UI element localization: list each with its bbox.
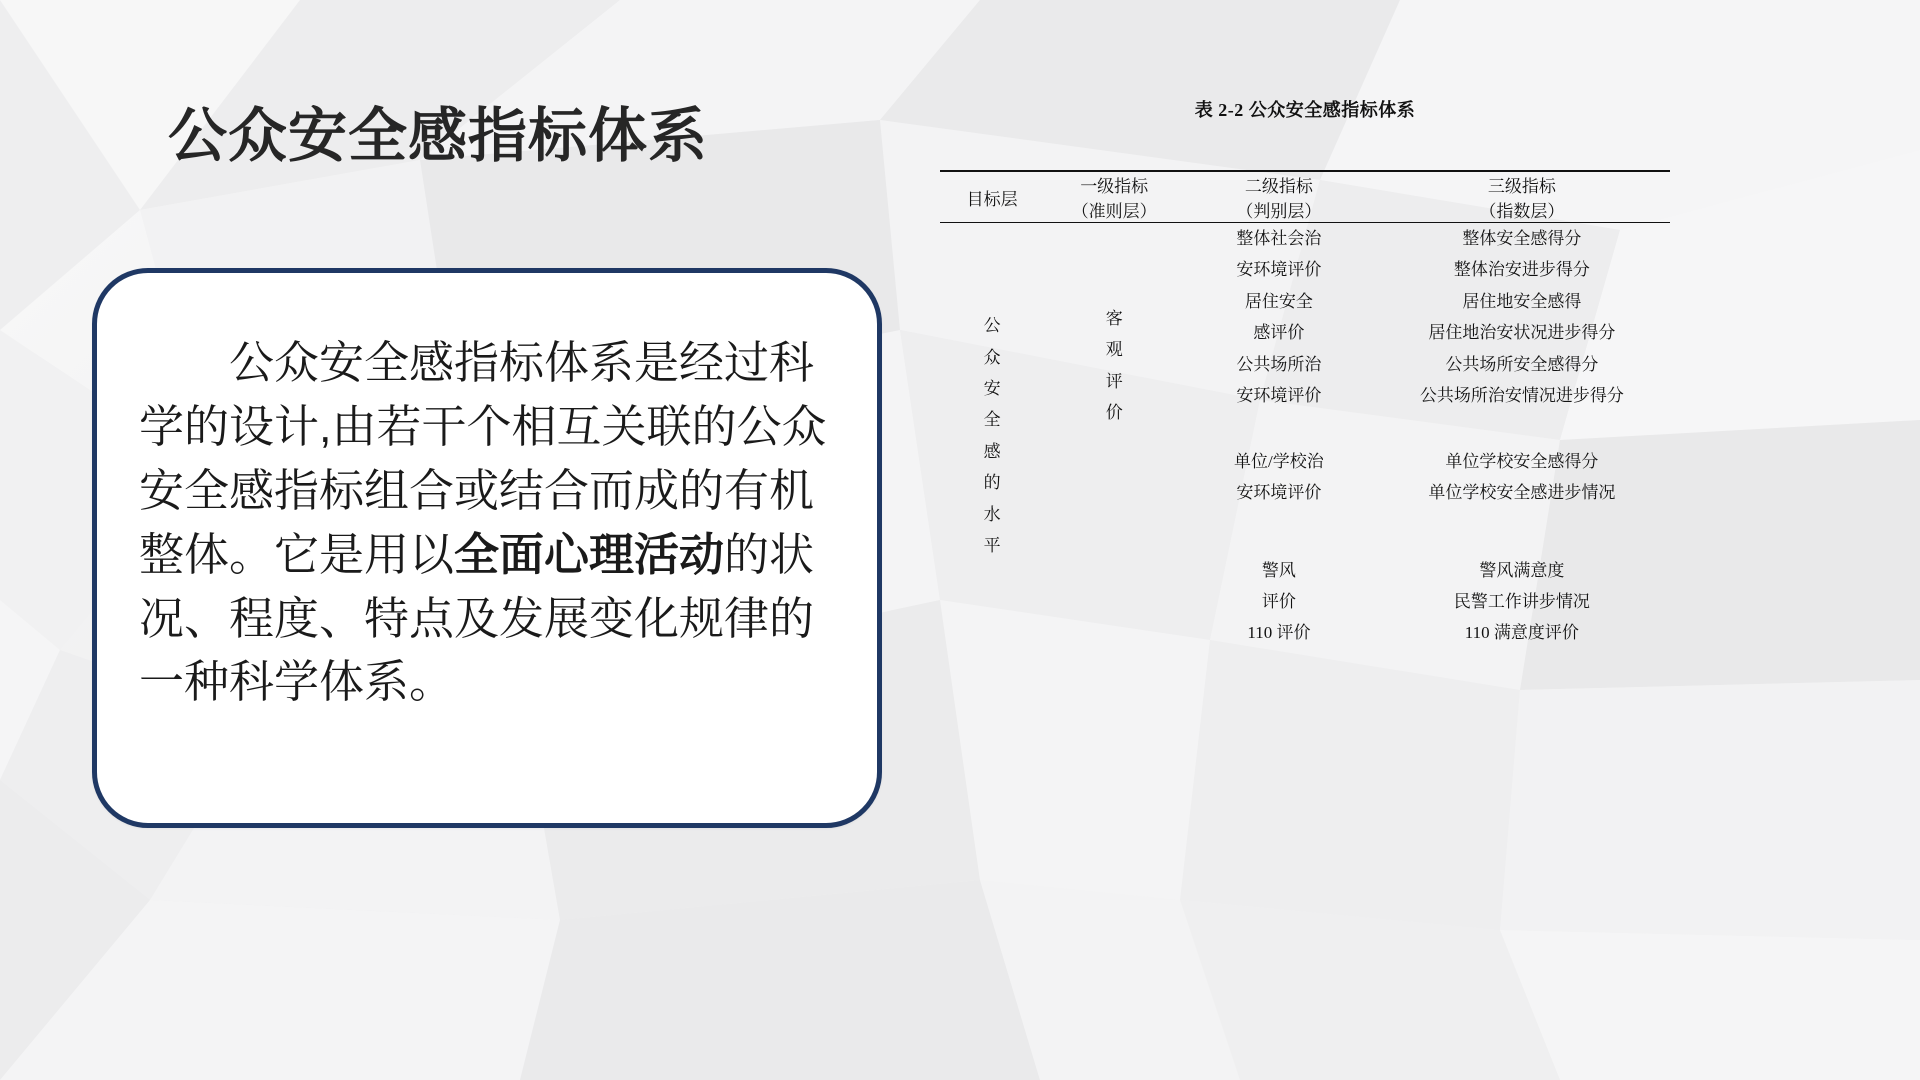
- spacer-cell: [1044, 509, 1184, 555]
- goal-char: 公: [983, 316, 1001, 336]
- level2-item: 公共场所治: [1236, 354, 1322, 374]
- level2-item: 评价: [1261, 591, 1296, 611]
- indicator-table: [940, 172, 1670, 222]
- level2-item: 居住安全: [1244, 291, 1313, 311]
- goal-label-vertical: [940, 223, 1044, 649]
- level3-item: 居住地安全感得: [1462, 291, 1582, 311]
- level1-char: 价: [1105, 403, 1123, 423]
- level3-item: 公共场所治安情况进步得分: [1419, 386, 1624, 406]
- level3-item: 警风满意度: [1479, 560, 1565, 580]
- group3-level3-cell: [1374, 555, 1670, 649]
- indicator-table-wrapper: [940, 96, 1670, 649]
- level2-item: 警风: [1261, 560, 1296, 580]
- goal-char: 的: [983, 473, 1001, 493]
- level2-item: 安环境评价: [1236, 260, 1322, 280]
- header-level2-top: 二级指标: [1244, 177, 1313, 196]
- indicator-table-body: [940, 223, 1670, 649]
- goal-char: 水: [983, 504, 1001, 524]
- level1-label-vertical: [1044, 223, 1184, 509]
- callout-text-part1: 公众安全感指标体系是经过科学的设计,由若干个相互关联的公众安全感指标组合或结合而成的有机整体。它是用以: [139, 337, 827, 580]
- spacer-cell: [1374, 509, 1670, 555]
- table-row: [940, 555, 1670, 649]
- header-goal-layer: 目标层: [966, 189, 1018, 209]
- header-level1-bottom: （准则层）: [1071, 202, 1157, 221]
- level3-item: 110 满意度评价: [1464, 623, 1579, 643]
- level3-item: 民警工作讲步情况: [1453, 591, 1590, 611]
- level2-item: 单位/学校治: [1234, 451, 1324, 471]
- table-spacer-row: [940, 509, 1670, 555]
- header-level2-bottom: （判别层）: [1236, 202, 1322, 221]
- group1-level2-cell: [1184, 223, 1374, 412]
- level3-item: 整体治安进步得分: [1453, 260, 1590, 280]
- level2-item: 整体社会治: [1236, 229, 1322, 248]
- header-level1-top: 一级指标: [1080, 177, 1149, 196]
- goal-char: 平: [983, 536, 1001, 556]
- callout-text-bold: 全面心理活动: [454, 528, 725, 580]
- spacer-cell: [1044, 555, 1184, 649]
- group2-level2-cell: [1184, 446, 1374, 509]
- spacer-cell: [1374, 412, 1670, 446]
- callout-text-part2: 的状况、程度、特点及发展变化规律的一种科学体系。: [139, 528, 815, 708]
- goal-char: 感: [983, 441, 1001, 461]
- goal-char: 全: [983, 410, 1001, 430]
- level2-item: 安环境评价: [1236, 386, 1322, 406]
- level3-item: 单位学校安全感得分: [1445, 451, 1599, 471]
- level1-char: 客: [1105, 308, 1123, 328]
- level2-item: 感评价: [1253, 323, 1305, 343]
- level1-char: 评: [1105, 371, 1123, 391]
- level3-item: 居住地治安状况进步得分: [1428, 323, 1616, 343]
- spacer-cell: [1184, 412, 1374, 446]
- level3-item: 整体安全感得分: [1462, 229, 1582, 248]
- group1-level3-cell: [1374, 223, 1670, 412]
- level2-item: 110 评价: [1247, 623, 1311, 643]
- table-caption: 表 2-2 公众安全感指标体系: [1194, 100, 1416, 120]
- level2-item: 安环境评价: [1236, 483, 1322, 503]
- table-header-row-top: [940, 172, 1670, 197]
- spacer-cell: [1184, 509, 1374, 555]
- header-level3-top: 三级指标: [1487, 177, 1556, 196]
- table-header-row-bottom: [940, 197, 1670, 222]
- level1-char: 观: [1105, 340, 1123, 360]
- table-row: [940, 223, 1670, 412]
- goal-char: 众: [983, 347, 1001, 367]
- level3-item: 公共场所安全感得分: [1445, 354, 1599, 374]
- callout-box: [92, 268, 882, 828]
- level3-item: 单位学校安全感进步情况: [1428, 483, 1616, 503]
- goal-char: 安: [983, 379, 1001, 399]
- header-level3-bottom: （指数层）: [1479, 202, 1565, 221]
- group2-level3-cell: [1374, 446, 1670, 509]
- callout-paragraph: [139, 331, 847, 714]
- group3-level2-cell: [1184, 555, 1374, 649]
- page-title: 公众安全感指标体系: [168, 103, 709, 169]
